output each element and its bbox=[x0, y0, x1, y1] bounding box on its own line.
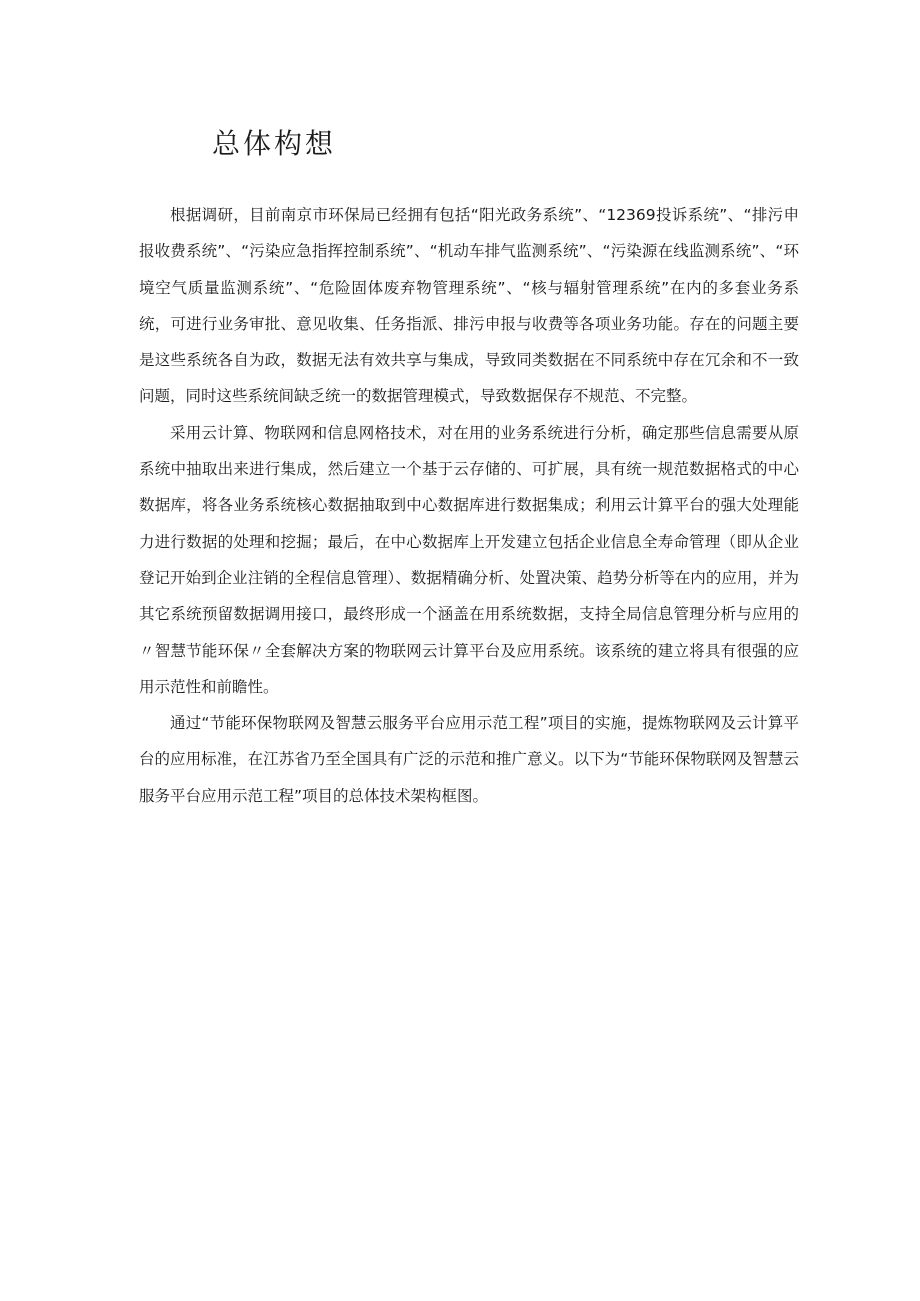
document-body bbox=[139, 197, 799, 814]
paragraph-2: 采用云计算、物联网和信息网格技术，对在用的业务系统进行分析，确定那些信息需要从原系统中抽取出来进行集成，然后建立一个基于云存储的、可扩展，具有统一规范数据格式的中心数据库，将各业务系统核心数据抽取到中心数据库进行数据集成；利用云计算平台的强大处理能力进行数据的处理和挖掘；最后，在中心数据库上开发建立包括企业信息全寿命管理（即从企业登记开始到企业注销的全程信息管理）、数据精确分析、处置决策、趋势分析等在内的应用，并为其它系统预留数据调用接口，最终形成一个涵盖在用系统数据，支持全局信息管理分析与应用的〃智慧节能环保〃全套解决方案的物联网云计算平台及应用系统。该系统的建立将具有很强的应用示范性和前瞻性。 bbox=[139, 423, 799, 696]
paragraph-1: 根据调研，目前南京市环保局已经拥有包括“阳光政务系统”、“12369投诉系统”、“排污申报收费系统”、“污染应急指挥控制系统”、“机动车排气监测系统”、“污染源在线监测系统”、“环境空气质量监测系统”、“危险固体废弃物管理系统”、“核与辐射管理系统”在内的多套业务系统，可进行业务审批、意见收集、任务指派、排污申报与收费等各项业务功能。存在的问题主要是这些系统各自为政，数据无法有效共享与集成，导致同类数据在不同系统中存在冗余和不一致问题，同时这些系统间缺乏统一的数据管理模式，导致数据保存不规范、不完整。 bbox=[139, 206, 799, 406]
page-title: 总体构想 bbox=[212, 127, 337, 160]
paragraph-3: 通过“节能环保物联网及智慧云服务平台应用示范工程”项目的实施，提炼物联网及云计算平台的应用标准，在江苏省乃至全国具有广泛的示范和推广意义。以下为“节能环保物联网及智慧云服务平台应用示范工程”项目的总体技术架构框图。 bbox=[139, 714, 799, 805]
